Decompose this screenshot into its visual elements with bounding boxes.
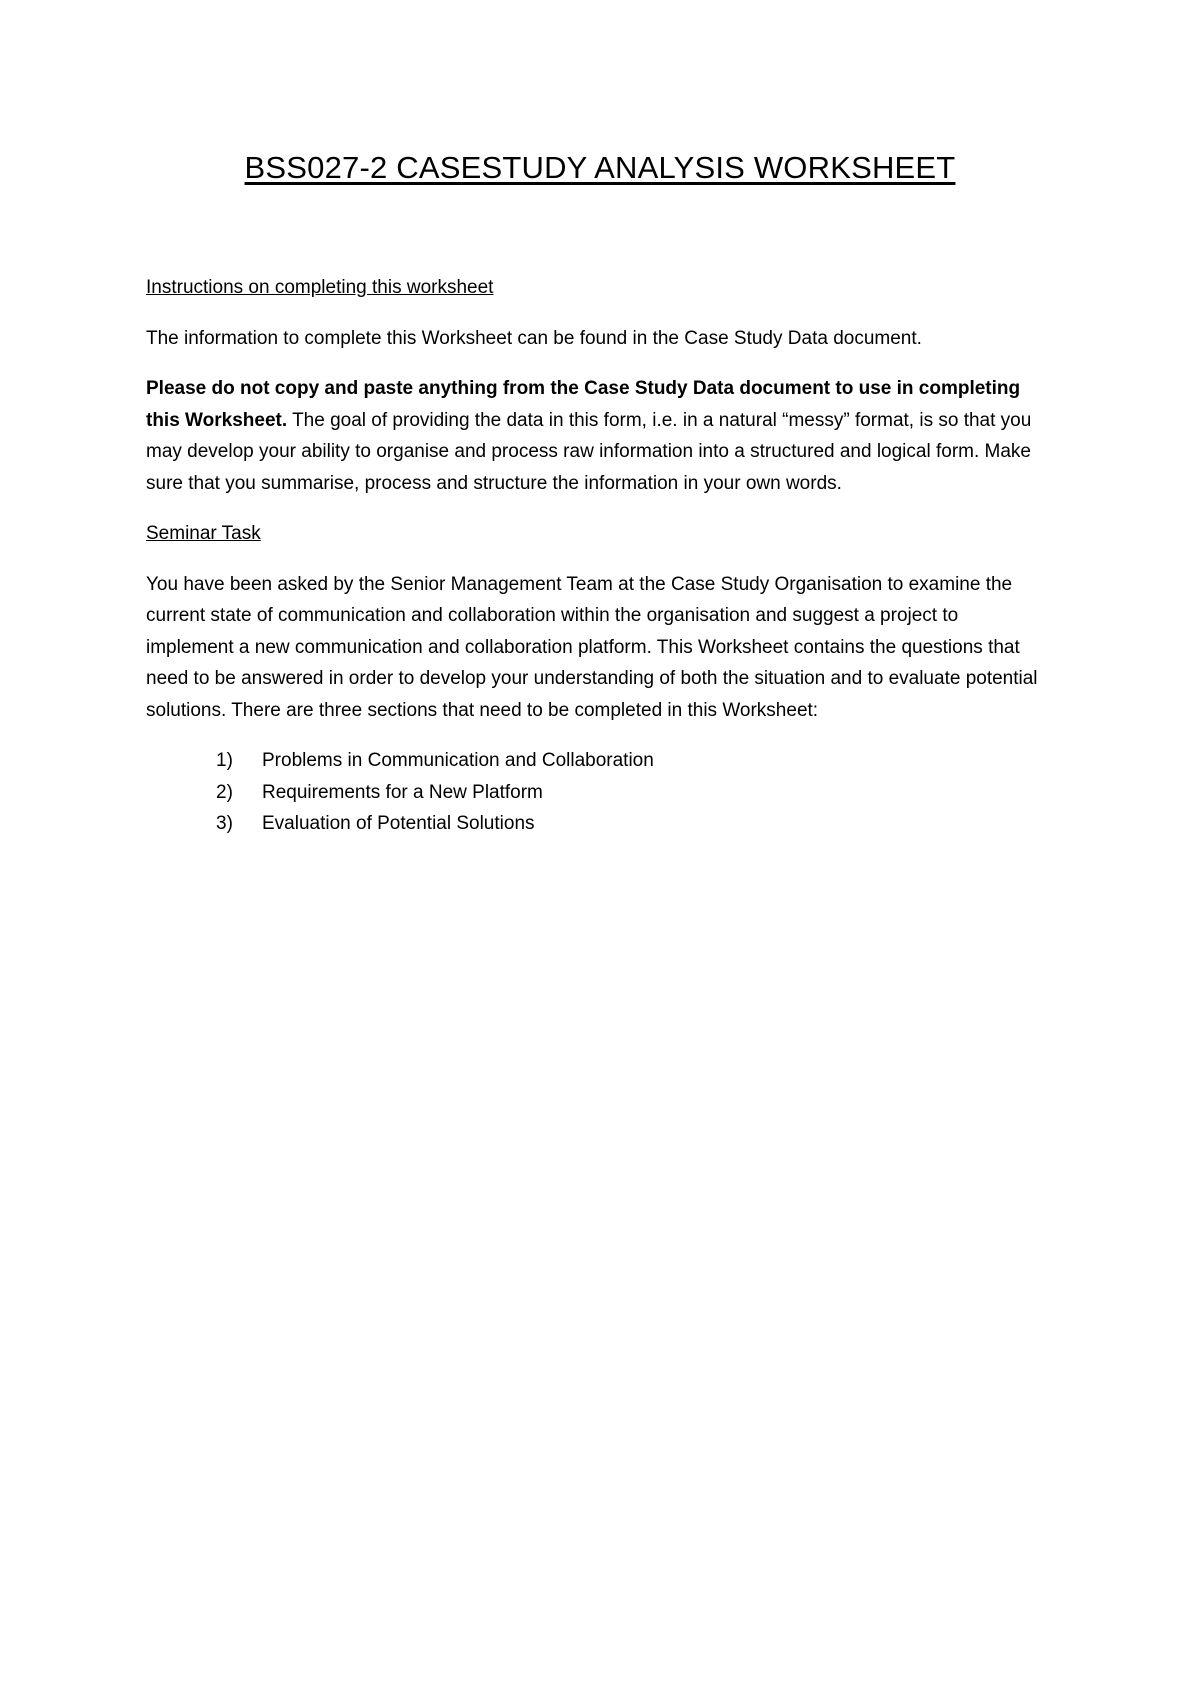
list-item — [146, 745, 1051, 777]
instructions-paragraph-2-text: The goal of providing the data in this form, i.e. in a natural “messy” format, is so that you may develop your ability to organise and process raw information into a structured and logical form. Make sure that you summarise, process and structure the information in your own words. — [146, 409, 1032, 494]
instructions-warning-text: Please do not copy and paste anything from the Case Study Data document to use in completing this Worksheet. — [146, 378, 1021, 431]
seminar-task-heading: Seminar Task — [146, 523, 261, 544]
list-item-number: 3) — [216, 813, 233, 834]
list-item-label: Evaluation of Potential Solutions — [262, 813, 535, 834]
worksheet-sections-list — [146, 745, 1051, 840]
list-item-label: Requirements for a New Platform — [262, 781, 543, 803]
seminar-task-paragraph: You have been asked by the Senior Management Team at the Case Study Organisation to examine the current state of communication and collaboration within the organisation and suggest a project to implement a new communication and collaboration platform. This Worksheet contains the questions that need to be answered in order to develop your understanding of both the situation and to evaluate potential solutions. There are three sections that need to be completed in this Worksheet: — [146, 573, 1038, 721]
list-item — [146, 808, 1051, 840]
list-item — [146, 777, 1051, 809]
instructions-heading: Instructions on completing this worksheet — [146, 277, 494, 298]
list-item-number: 1) — [216, 750, 233, 771]
list-item-number: 2) — [216, 781, 233, 803]
document-title: BSS027-2 CASESTUDY ANALYSIS WORKSHEET — [244, 150, 956, 185]
document-body — [146, 272, 1051, 840]
list-item-label: Problems in Communication and Collaboration — [262, 750, 654, 771]
instructions-paragraph-1: The information to complete this Worksheet can be found in the Case Study Data document. — [146, 327, 922, 349]
instructions-paragraph-2 — [146, 373, 1051, 499]
